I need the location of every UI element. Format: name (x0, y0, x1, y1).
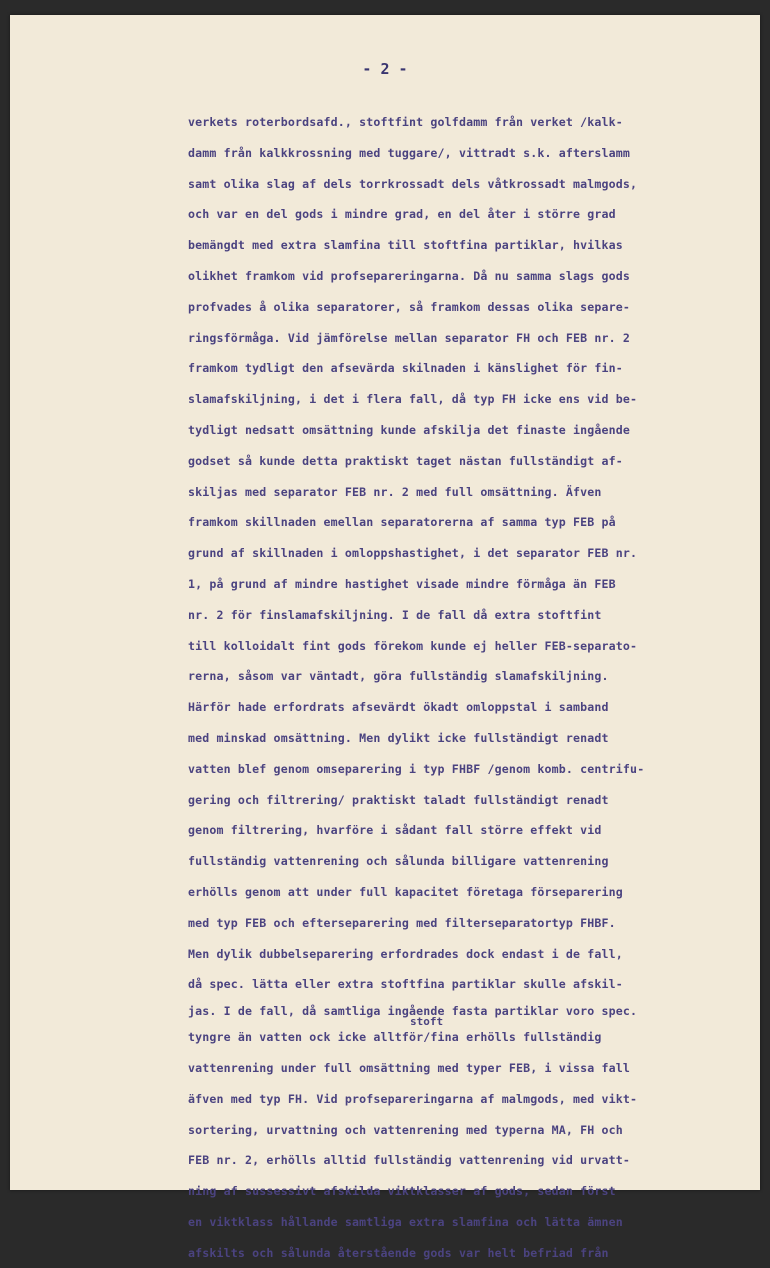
text-line: genom filtrering, hvarföre i sådant fall större effekt vid (188, 823, 602, 838)
text-line: damm från kalkkrossning med tuggare/, vittradt s.k. afterslamm (188, 145, 631, 160)
text-line: Men dylik dubbelseparering erfordrades dock endast i de fall, (188, 946, 623, 961)
page-number: - 2 - (362, 60, 408, 78)
text-line: till kolloidalt fint gods förekom kunde ej heller FEB-separato- (188, 638, 638, 653)
text-line: nr. 2 för finslamafskiljning. I de fall då extra stoftfint (188, 607, 602, 622)
text-line: vattenrening under full omsättning med typer FEB, i vissa fall (188, 1060, 631, 1075)
text-line: sortering, urvattning och vattenrening med typerna MA, FH och (188, 1122, 623, 1137)
text-line: profvades å olika separatorer, så framkom dessas olika separe- (188, 299, 631, 314)
text-line: slamafskiljning, i det i flera fall, då typ FH icke ens vid be- (188, 392, 638, 407)
text-line: bemängdt med extra slamfina till stoftfina partiklar, hvilkas (188, 238, 623, 253)
text-line: tydligt nedsatt omsättning kunde afskilja det finaste ingående (188, 422, 631, 437)
text-line: skiljas med separator FEB nr. 2 med full omsättning. Äfven (188, 484, 602, 499)
text-line: samt olika slag af dels torrkrossadt dels våtkrossadt malmgods, (188, 176, 638, 191)
text-line: Härför hade erfordrats afsevärdt ökadt omloppstal i samband (188, 700, 609, 715)
text-line: olikhet framkom vid profsepareringarna. Då nu samma slags gods (188, 268, 631, 283)
text-line: ning af sussessivt afskilda viktklasser af gods, sedan först (188, 1184, 616, 1199)
text-line: grund af skillnaden i omloppshastighet, i det separator FEB nr. (188, 546, 638, 561)
text-line: äfven med typ FH. Vid profsepareringarna af malmgods, med vikt- (188, 1091, 638, 1106)
text-line: erhölls genom att under full kapacitet företaga förseparering (188, 884, 623, 899)
text-line: tyngre än vatten ock icke alltför/fina erhölls fullständig (188, 1030, 602, 1045)
text-line: med minskad omsättning. Men dylikt icke fullständigt renadt (188, 730, 609, 745)
text-line: FEB nr. 2, erhölls alltid fullständig vattenrening vid urvatt- (188, 1153, 631, 1168)
text-line: fullständig vattenrening och sålunda billigare vattenrening (188, 854, 609, 869)
text-line: jas. I de fall, då samtliga ingående fasta partiklar voro spec. (188, 1004, 638, 1019)
text-line: en viktklass hållande samtliga extra slamfina och lätta ämnen (188, 1214, 623, 1229)
text-line: gering och filtrering/ praktiskt taladt fullständigt renadt (188, 792, 609, 807)
document-page (10, 15, 760, 1260)
text-line: ringsförmåga. Vid jämförelse mellan separator FH och FEB nr. 2 (188, 330, 631, 345)
text-line: med typ FEB och efterseparering med filterseparatortyp FHBF. (188, 915, 616, 930)
text-line: framkom tydligt den afsevärda skilnaden i känslighet för fin- (188, 361, 623, 376)
text-line: och var en del gods i mindre grad, en del åter i större grad (188, 207, 616, 222)
text-line: verkets roterbordsafd., stoftfint golfdamm från verket /kalk- (188, 115, 623, 129)
body-text: verkets roterbordsafd., stoftfint golfdamm från verket /kalk- damm från kalkkrossning med tuggare/, vittradt s.k. afterslamm samt olika slag af dels torrkrossadt dels våtkrossadt malmgods, och var en del gods i mindre grad, en del åter i större grad bemängdt med extra slamfina till stoftfina partiklar, hvilkas olikhet framkom vid profsepareringarna. Då nu samma slags gods profvades å olika separatorer, så framkom dessas olika separe- ringsförmåga. Vid jämförelse mellan separator FH och FEB nr. 2 framkom tydligt den afsevärda skilnaden i känslighet för fin- slamafskiljning, i det i flera fall, då typ FH icke ens vid be- tydligt nedsatt omsättning kunde afskilja det finaste ingående godset så kunde detta praktiskt taget nästan fullständigt af- skiljas med separator FEB nr. 2 med full omsättning. Äfven framkom skillnaden emellan separatorerna af samma typ FEB på grund af skillnaden i omloppshastighet, i det separator FEB nr. 1, på grund af mindre hastighet visade mindre förmåga än FEB nr. 2 för finslamafskiljning. I de fall då extra stoftfint till kolloidalt fint gods förekom kunde ej heller FEB-separato- rerna, såsom var väntadt, göra fullständig slamafskiljning. Härför hade erfordrats afsevärdt ökadt omloppstal i samband med minskad omsättning. Men dylikt icke fullständigt renadt vatten blef genom omseparering i typ FHBF /genom komb. centrifu- gering och filtrering/ praktiskt taladt fullständigt renadt genom filtrering, hvarföre i sådant fall större effekt vid fullständig vattenrening och sålunda billigare vattenrening erhölls genom att under full kapacitet företaga förseparering med typ FEB och efterseparering med filterseparatortyp FHBF. Men dylik dubbelseparering erfordrades dock endast i de fall, då spec. lätta eller extra stoftfina partiklar skulle afskil- jas. I de fall, då samtliga ingående fasta partiklar voro spec. stoft tyngre än vatten ock icke alltför/fina erhölls fullständig vattenrening under full omsättning med typer FEB, i vissa fall äfven med typ FH. Vid profsepareringarna af malmgods, med vikt- sortering, urvattning och vattenrening med typerna MA, FH och FEB nr. 2, erhölls alltid fullständig vattenrening vid urvatt- ning af sussessivt afskilda viktklasser af gods, sedan först en viktklass hållande samtliga extra slamfina och lätta ämnen afskilts och sålunda återstående gods var helt befriad från (188, 107, 748, 1268)
text-line: afskilts och sålunda återstående gods var helt befriad från (188, 1245, 609, 1260)
text-line: 1, på grund af mindre hastighet visade mindre förmåga än FEB (188, 576, 616, 591)
text-line: vatten blef genom omseparering i typ FHBF /genom komb. centrifu- (188, 761, 645, 776)
text-line: framkom skillnaden emellan separatorerna af samma typ FEB på (188, 515, 616, 530)
text-line: godset så kunde detta praktiskt taget nästan fullständigt af- (188, 453, 623, 468)
text-line: rerna, såsom var väntadt, göra fullständig slamafskiljning. (188, 669, 609, 684)
text-line: då spec. lätta eller extra stoftfina partiklar skulle afskil- (188, 977, 623, 992)
